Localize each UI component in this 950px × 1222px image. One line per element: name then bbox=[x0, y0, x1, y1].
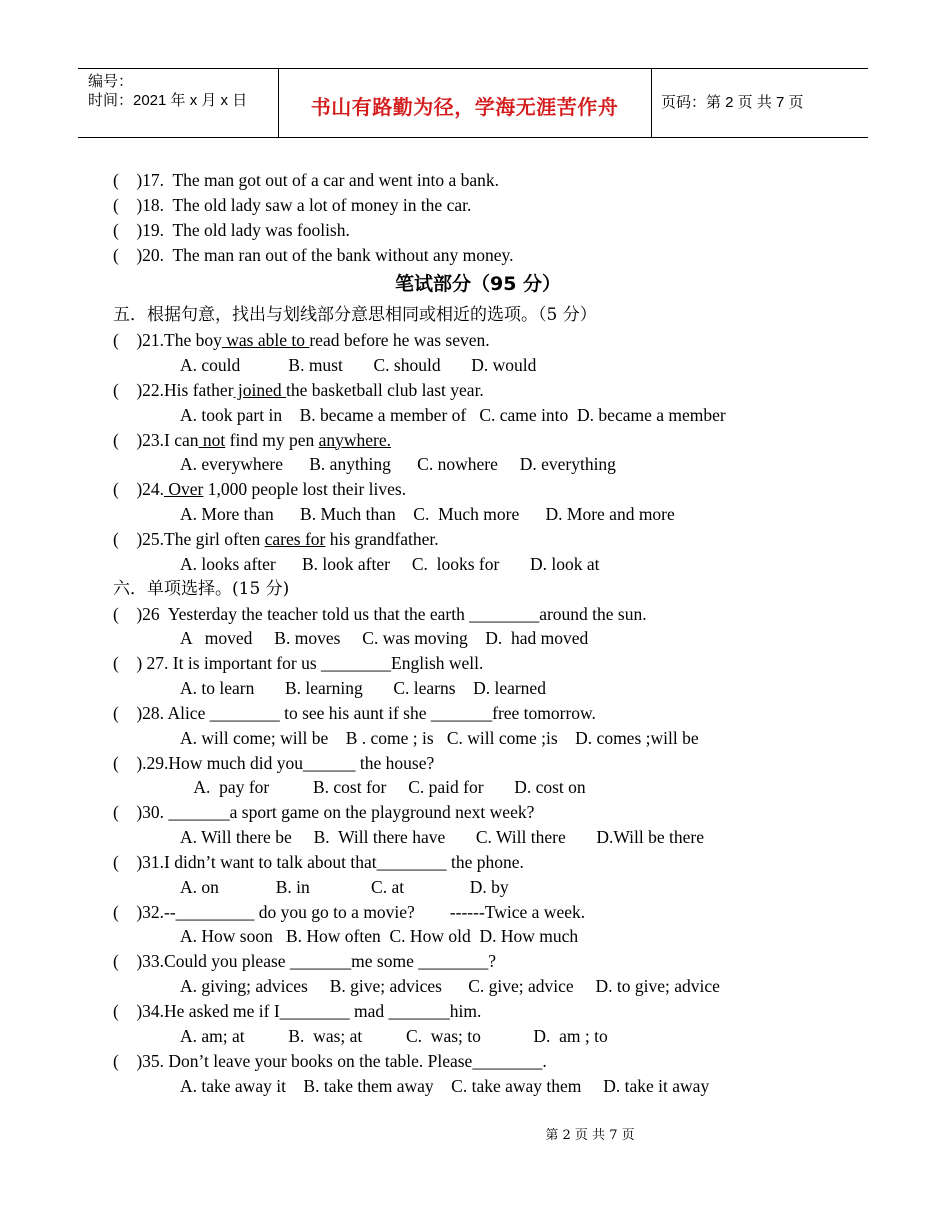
header-info-cell bbox=[78, 69, 279, 137]
question-32: ( )32.--_________ do you go to a movie? ------Twice a week. bbox=[113, 901, 586, 922]
question-31-options: A. on B. in C. at D. by bbox=[180, 876, 509, 897]
question-33: ( )33.Could you please _______me some ________? bbox=[113, 951, 497, 972]
question-25: ( )25.The girl often cares for his grandfather. bbox=[113, 528, 439, 549]
exam-content bbox=[113, 168, 873, 1098]
question-17: ( )17. The man got out of a car and went into a bank. bbox=[113, 170, 500, 190]
header-page-cell bbox=[652, 69, 868, 137]
question-30-options: A. Will there be B. Will there have C. Will there D.Will be there bbox=[180, 827, 705, 848]
question-32-options: A. How soon B. How often C. How old D. How much bbox=[180, 926, 579, 947]
question-28-options: A. will come; will be B . come ; is C. will come ;is D. comes ;will be bbox=[180, 727, 699, 748]
section-6-heading: 六．单项选择。(15 分) bbox=[113, 578, 290, 599]
question-22: ( )22.His father joined the basketball club last year. bbox=[113, 379, 484, 400]
question-29: ( ).29.How much did you______ the house? bbox=[113, 752, 435, 773]
question-29-options: A. pay for B. cost for C. paid for D. cost on bbox=[190, 777, 586, 798]
written-section-title: 笔试部分（95 分） bbox=[394, 273, 562, 296]
page-footer: 第 2 页 共 7 页 bbox=[545, 1128, 635, 1143]
question-27: ( ) 27. It is important for us ________English well. bbox=[113, 653, 484, 674]
question-26-options: A moved B. moves C. was moving D. had moved bbox=[180, 628, 589, 649]
question-34: ( )34.He asked me if I________ mad _______him. bbox=[113, 1001, 482, 1021]
question-19: ( )19. The old lady was foolish. bbox=[113, 219, 350, 240]
question-24-options: A. More than B. Much than C. Much more D. More and more bbox=[180, 504, 675, 525]
question-30: ( )30. _______a sport game on the playground next week? bbox=[113, 802, 535, 823]
question-28: ( )28. Alice ________ to see his aunt if she _______free tomorrow. bbox=[113, 702, 596, 723]
question-23: ( )23.I can not find my pen anywhere. bbox=[113, 429, 392, 450]
section-5-heading: 五．根据句意，找出与划线部分意思相同或相近的选项。（5 分） bbox=[113, 305, 597, 326]
question-34-options: A. am; at B. was; at C. was; to D. am ; to bbox=[180, 1025, 608, 1046]
question-22-options: A. took part in B. became a member of C. came into D. became a member bbox=[180, 404, 726, 425]
question-27-options: A. to learn B. learning C. learns D. learned bbox=[180, 678, 546, 699]
time-label: 时间：2021 年 x 月 x 日 bbox=[88, 92, 248, 109]
question-18: ( )18. The old lady saw a lot of money in the car. bbox=[113, 194, 472, 215]
header-motto-cell bbox=[278, 69, 652, 137]
number-label: 编号： bbox=[88, 73, 134, 90]
motto: 书山有路勤为径，学海无涯苦作舟 bbox=[310, 95, 619, 119]
question-20: ( )20. The man ran out of the bank without any money. bbox=[113, 244, 514, 265]
question-33-options: A. giving; advices B. give; advices C. give; advice D. to give; advice bbox=[180, 976, 720, 997]
question-31: ( )31.I didn’t want to talk about that________ the phone. bbox=[113, 851, 524, 872]
question-23-options: A. everywhere B. anything C. nowhere D. everything bbox=[180, 454, 616, 475]
page-header bbox=[78, 68, 868, 138]
question-25-options: A. looks after B. look after C. looks for D. look at bbox=[180, 553, 600, 574]
question-26: ( )26 Yesterday the teacher told us that the earth ________around the sun. bbox=[113, 603, 647, 624]
question-21-options: A. could B. must C. should D. would bbox=[180, 355, 537, 376]
question-35-options: A. take away it B. take them away C. take away them D. take it away bbox=[180, 1075, 710, 1096]
page-number-label: 页码：第 2 页 共 7 页 bbox=[661, 94, 804, 111]
question-21: ( )21.The boy was able to read before he was seven. bbox=[113, 330, 490, 351]
question-24: ( )24. Over 1,000 people lost their lives. bbox=[113, 479, 407, 500]
question-35: ( )35. Don’t leave your books on the table. Please________. bbox=[113, 1050, 547, 1071]
